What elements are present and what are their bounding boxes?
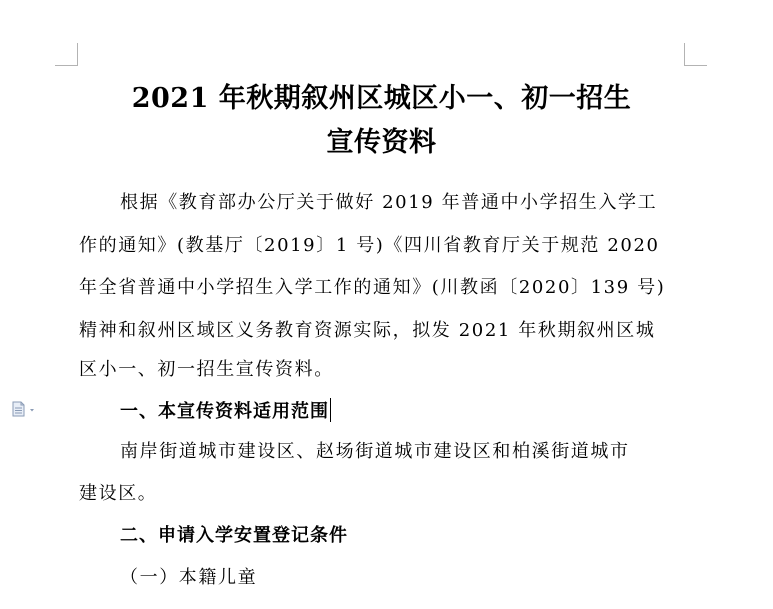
paragraph-1-line-1: 根据《教育部办公厅关于做好 2019 年普通中小学招生入学工 — [120, 192, 658, 213]
top-right-crop-mark — [684, 43, 707, 66]
document-options-icon[interactable] — [11, 401, 39, 417]
paragraph-1-line-4: 精神和叙州区域区义务教育资源实际，拟发 2021 年秋期叙州区城 — [79, 320, 656, 341]
paragraph-1-line-2: 作的通知》(教基厅〔2019〕1 号)《四川省教育厅关于规范 2020 — [79, 235, 660, 256]
section-heading-1-text: 一、本宣传资料适用范围 — [120, 401, 329, 422]
paragraph-1-line-3: 年全省普通中小学招生入学工作的通知》(川教函〔2020〕139 号) — [79, 277, 666, 298]
subsection-heading-1: （一）本籍儿童 — [120, 567, 258, 588]
paragraph-2-line-2: 建设区。 — [79, 483, 158, 504]
document-title-line-2: 宣传资料 — [326, 127, 437, 158]
paragraph-2-line-1: 南岸街道城市建设区、赵场街道城市建设区和柏溪街道城市 — [120, 441, 630, 462]
document-title-line-1: 2021 年秋期叙州区城区小一、初一招生 — [131, 83, 632, 114]
text-cursor — [330, 398, 331, 422]
section-heading-1[interactable] — [120, 398, 331, 424]
paragraph-1-line-5: 区小一、初一招生宣传资料。 — [79, 359, 334, 380]
top-left-crop-mark — [55, 43, 78, 66]
section-heading-2: 二、申请入学安置登记条件 — [120, 525, 348, 546]
partial-next-line — [118, 600, 678, 609]
